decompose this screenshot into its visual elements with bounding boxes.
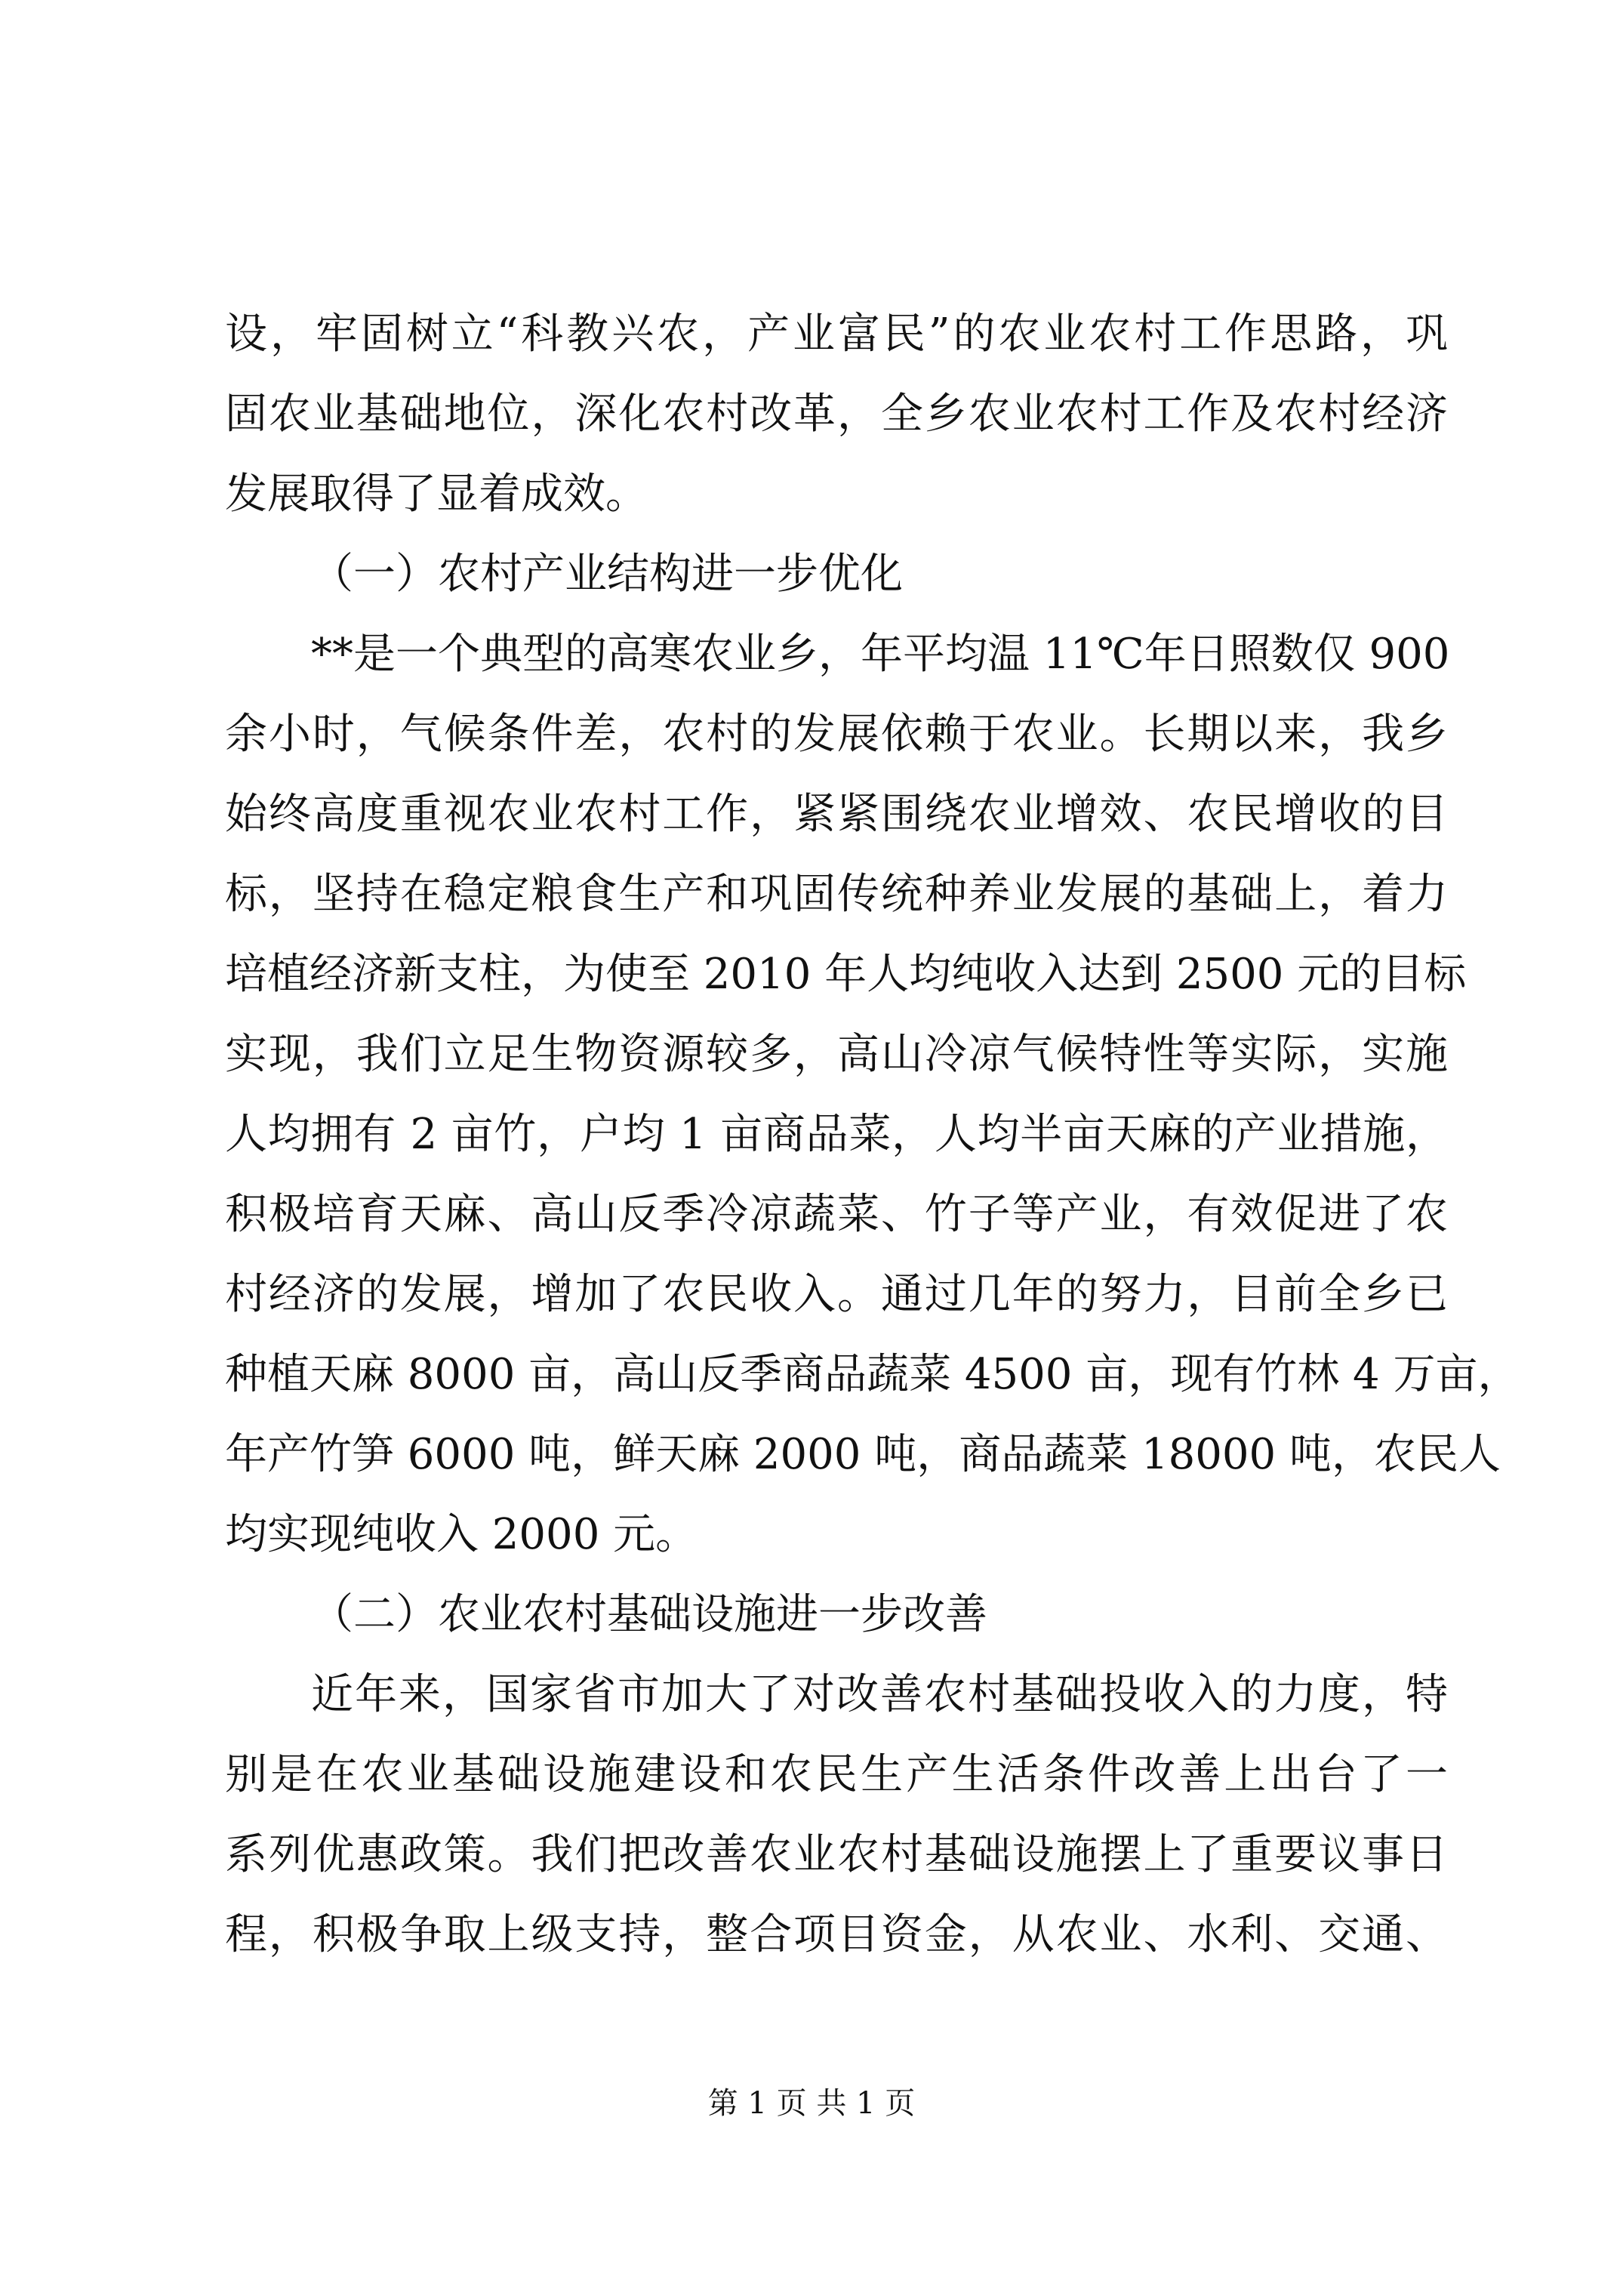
paragraph-line: 系列优惠政策。我们把改善农业农村基础设施摆上了重要议事日 bbox=[225, 1830, 1448, 1879]
paragraph-line: 积极培育天麻、高山反季冷凉蔬菜、竹子等产业，有效促进了农 bbox=[225, 1190, 1448, 1239]
paragraph-line: 年产竹笋 6000 吨，鲜天麻 2000 吨，商品蔬菜 18000 吨，农民人 bbox=[225, 1430, 1501, 1479]
body-text bbox=[225, 294, 1520, 1975]
section-heading: （一）农村产业结构进一步优化 bbox=[311, 550, 903, 599]
paragraph-line: 培植经济新支柱，为使至 2010 年人均纯收入达到 2500 元的目标 bbox=[225, 950, 1467, 999]
section-heading: （二）农业农村基础设施进一步改善 bbox=[311, 1590, 987, 1639]
paragraph-line: 种植天麻 8000 亩，高山反季商品蔬菜 4500 亩，现有竹林 4 万亩， bbox=[225, 1350, 1520, 1399]
paragraph-line: 实现，我们立足生物资源较多，高山冷凉气候特性等实际，实施 bbox=[225, 1030, 1448, 1079]
paragraph-line: 标，坚持在稳定粮食生产和巩固传统种养业发展的基础上，着力 bbox=[225, 870, 1448, 919]
paragraph-line: 村经济的发展，增加了农民收入。通过几年的努力，目前全乡已 bbox=[225, 1270, 1448, 1319]
paragraph-line: 近年来，国家省市加大了对改善农村基础投收入的力度，特 bbox=[311, 1670, 1448, 1719]
paragraph-line: 始终高度重视农业农村工作，紧紧围绕农业增效、农民增收的目 bbox=[225, 790, 1448, 839]
paragraph-line: 均实现纯收入 2000 元。 bbox=[225, 1510, 698, 1559]
paragraph-line: 程，积极争取上级支持，整合项目资金，从农业、水利、交通、 bbox=[225, 1910, 1448, 1959]
paragraph-line: **是一个典型的高寒农业乡，年平均温 11℃年日照数仅 900 bbox=[311, 630, 1450, 679]
paragraph-line: 余小时，气候条件差，农村的发展依赖于农业。长期以来，我乡 bbox=[225, 710, 1448, 759]
paragraph-line: 人均拥有 2 亩竹，户均 1 亩商品菜，人均半亩天麻的产业措施， bbox=[225, 1110, 1448, 1159]
page-footer: 第 1 页 共 1 页 bbox=[707, 2086, 916, 2121]
paragraph-line: 发展取得了显着成效。 bbox=[225, 470, 648, 519]
paragraph-line: 设，牢固树立“科教兴农，产业富民”的农业农村工作思路，巩 bbox=[225, 310, 1448, 359]
paragraph-line: 固农业基础地位，深化农村改革，全乡农业农村工作及农村经济 bbox=[225, 390, 1448, 439]
paragraph-line: 别是在农业基础设施建设和农民生产生活条件改善上出台了一 bbox=[225, 1750, 1448, 1799]
